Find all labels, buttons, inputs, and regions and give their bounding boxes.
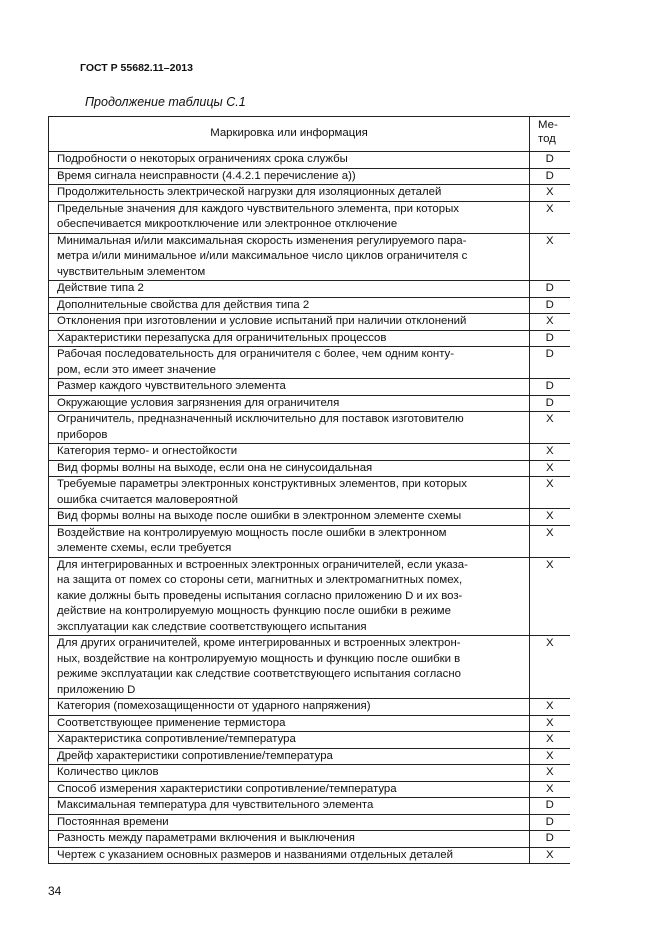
row-marking-text: Дополнительные свойства для действия типа 2 bbox=[49, 297, 530, 314]
table-row bbox=[49, 798, 570, 815]
table-row bbox=[49, 444, 570, 461]
row-marking-text: Соответствующее применение термистора bbox=[49, 715, 530, 732]
row-marking-text: Вид формы волны на выходе, если она не синусоидальная bbox=[49, 460, 530, 477]
document-code: ГОСТ Р 55682.11–2013 bbox=[80, 62, 193, 74]
row-marking-text: Минимальная и/или максимальная скорость изменения регулируемого пара- метра и/или минимальное и/или максимальное число циклов ограничителя с чувствительным элементом bbox=[49, 233, 530, 281]
table-row bbox=[49, 765, 570, 782]
row-method-code: X bbox=[530, 314, 570, 331]
table-row bbox=[49, 636, 570, 699]
table-row bbox=[49, 477, 570, 509]
table-caption: Продолжение таблицы С.1 bbox=[85, 95, 246, 109]
table-row bbox=[49, 314, 570, 331]
table-header-row bbox=[49, 117, 570, 152]
row-method-code: D bbox=[530, 297, 570, 314]
row-marking-text: Категория (помехозащищенности от ударного напряжения) bbox=[49, 699, 530, 716]
row-marking-text: Окружающие условия загрязнения для ограничителя bbox=[49, 395, 530, 412]
table-row bbox=[49, 557, 570, 636]
row-method-code: X bbox=[530, 477, 570, 509]
row-method-code: X bbox=[530, 201, 570, 233]
row-marking-text: Разность между параметрами включения и выключения bbox=[49, 831, 530, 848]
row-marking-text: Для других ограничителей, кроме интегрированных и встроенных электрон- ных, воздействие на контролируемую мощность и функцию после ошибки в режиме эксплуатации как следствие соответствующего испытания согласно приложению D bbox=[49, 636, 530, 699]
row-marking-text: Максимальная температура для чувствительного элемента bbox=[49, 798, 530, 815]
table-row bbox=[49, 185, 570, 202]
row-marking-text: Количество циклов bbox=[49, 765, 530, 782]
row-method-code: X bbox=[530, 412, 570, 444]
row-marking-text: Продолжительность электрической нагрузки для изоляционных деталей bbox=[49, 185, 530, 202]
row-marking-text: Характеристика сопротивление/температура bbox=[49, 732, 530, 749]
row-method-code: D bbox=[530, 379, 570, 396]
table-row bbox=[49, 781, 570, 798]
row-marking-text: Характеристики перезапуска для ограничительных процессов bbox=[49, 330, 530, 347]
row-method-code: X bbox=[530, 233, 570, 281]
row-marking-text: Подробности о некоторых ограничениях срока службы bbox=[49, 152, 530, 169]
row-method-code: X bbox=[530, 699, 570, 716]
row-marking-text: Время сигнала неисправности (4.4.2.1 перечисление а)) bbox=[49, 168, 530, 185]
row-method-code: D bbox=[530, 281, 570, 298]
table-row bbox=[49, 732, 570, 749]
row-marking-text: Рабочая последовательность для ограничителя с более, чем одним конту- ром, если это имеет значение bbox=[49, 347, 530, 379]
row-method-code: D bbox=[530, 330, 570, 347]
row-marking-text: Действие типа 2 bbox=[49, 281, 530, 298]
table-row bbox=[49, 460, 570, 477]
table-row bbox=[49, 297, 570, 314]
row-method-code: D bbox=[530, 831, 570, 848]
row-marking-text: Чертеж с указанием основных размеров и названиями отдельных деталей bbox=[49, 847, 530, 864]
table-row bbox=[49, 281, 570, 298]
table-row bbox=[49, 847, 570, 864]
row-method-code: D bbox=[530, 395, 570, 412]
table-row bbox=[49, 831, 570, 848]
row-method-code: D bbox=[530, 814, 570, 831]
row-marking-text: Требуемые параметры электронных конструктивных элементов, при которых ошибка считается маловероятной bbox=[49, 477, 530, 509]
row-method-code: X bbox=[530, 748, 570, 765]
row-method-code: D bbox=[530, 152, 570, 169]
row-marking-text: Предельные значения для каждого чувствительного элемента, при которых обеспечивается микроотключение или электронное отключение bbox=[49, 201, 530, 233]
row-method-code: D bbox=[530, 798, 570, 815]
row-method-code: X bbox=[530, 444, 570, 461]
table-row bbox=[49, 233, 570, 281]
row-method-code: X bbox=[530, 732, 570, 749]
table-row bbox=[49, 509, 570, 526]
row-marking-text: Отклонения при изготовлении и условие испытаний при наличии отклонений bbox=[49, 314, 530, 331]
row-marking-text: Размер каждого чувствительного элемента bbox=[49, 379, 530, 396]
column-header-method: Ме- тод bbox=[530, 117, 570, 152]
column-header-marking: Маркировка или информация bbox=[49, 117, 530, 152]
table-row bbox=[49, 201, 570, 233]
row-method-code: D bbox=[530, 347, 570, 379]
table-row bbox=[49, 412, 570, 444]
table-row bbox=[49, 395, 570, 412]
row-method-code: X bbox=[530, 509, 570, 526]
row-marking-text: Для интегрированных и встроенных электронных ограничителей, если указа- на защита от помех со стороны сети, магнитных и электромагнитных помех, какие должны быть проведены испытания согласно приложению D и их воз- действие на контролируемую мощность функцию после ошибки в режиме эксплуатации как следствие соответствующего испытания bbox=[49, 557, 530, 636]
table-row bbox=[49, 152, 570, 169]
row-method-code: X bbox=[530, 636, 570, 699]
marking-table bbox=[48, 116, 570, 864]
table-row bbox=[49, 347, 570, 379]
row-method-code: X bbox=[530, 847, 570, 864]
row-method-code: D bbox=[530, 168, 570, 185]
row-marking-text: Категория термо- и огнестойкости bbox=[49, 444, 530, 461]
table-row bbox=[49, 748, 570, 765]
table-row bbox=[49, 699, 570, 716]
table-row bbox=[49, 525, 570, 557]
row-method-code: X bbox=[530, 557, 570, 636]
row-method-code: X bbox=[530, 781, 570, 798]
table-row bbox=[49, 330, 570, 347]
row-marking-text: Постоянная времени bbox=[49, 814, 530, 831]
table-row bbox=[49, 814, 570, 831]
row-marking-text: Вид формы волны на выходе после ошибки в электронном элементе схемы bbox=[49, 509, 530, 526]
row-marking-text: Дрейф характеристики сопротивление/температура bbox=[49, 748, 530, 765]
row-method-code: X bbox=[530, 765, 570, 782]
table-row bbox=[49, 168, 570, 185]
row-method-code: X bbox=[530, 460, 570, 477]
row-marking-text: Воздействие на контролируемую мощность после ошибки в электронном элементе схемы, если требуется bbox=[49, 525, 530, 557]
row-method-code: X bbox=[530, 185, 570, 202]
row-method-code: X bbox=[530, 525, 570, 557]
page-number: 34 bbox=[48, 884, 62, 898]
table-row bbox=[49, 379, 570, 396]
row-marking-text: Ограничитель, предназначенный исключительно для поставок изготовителю приборов bbox=[49, 412, 530, 444]
row-marking-text: Способ измерения характеристики сопротивление/температура bbox=[49, 781, 530, 798]
table-row bbox=[49, 715, 570, 732]
row-method-code: X bbox=[530, 715, 570, 732]
